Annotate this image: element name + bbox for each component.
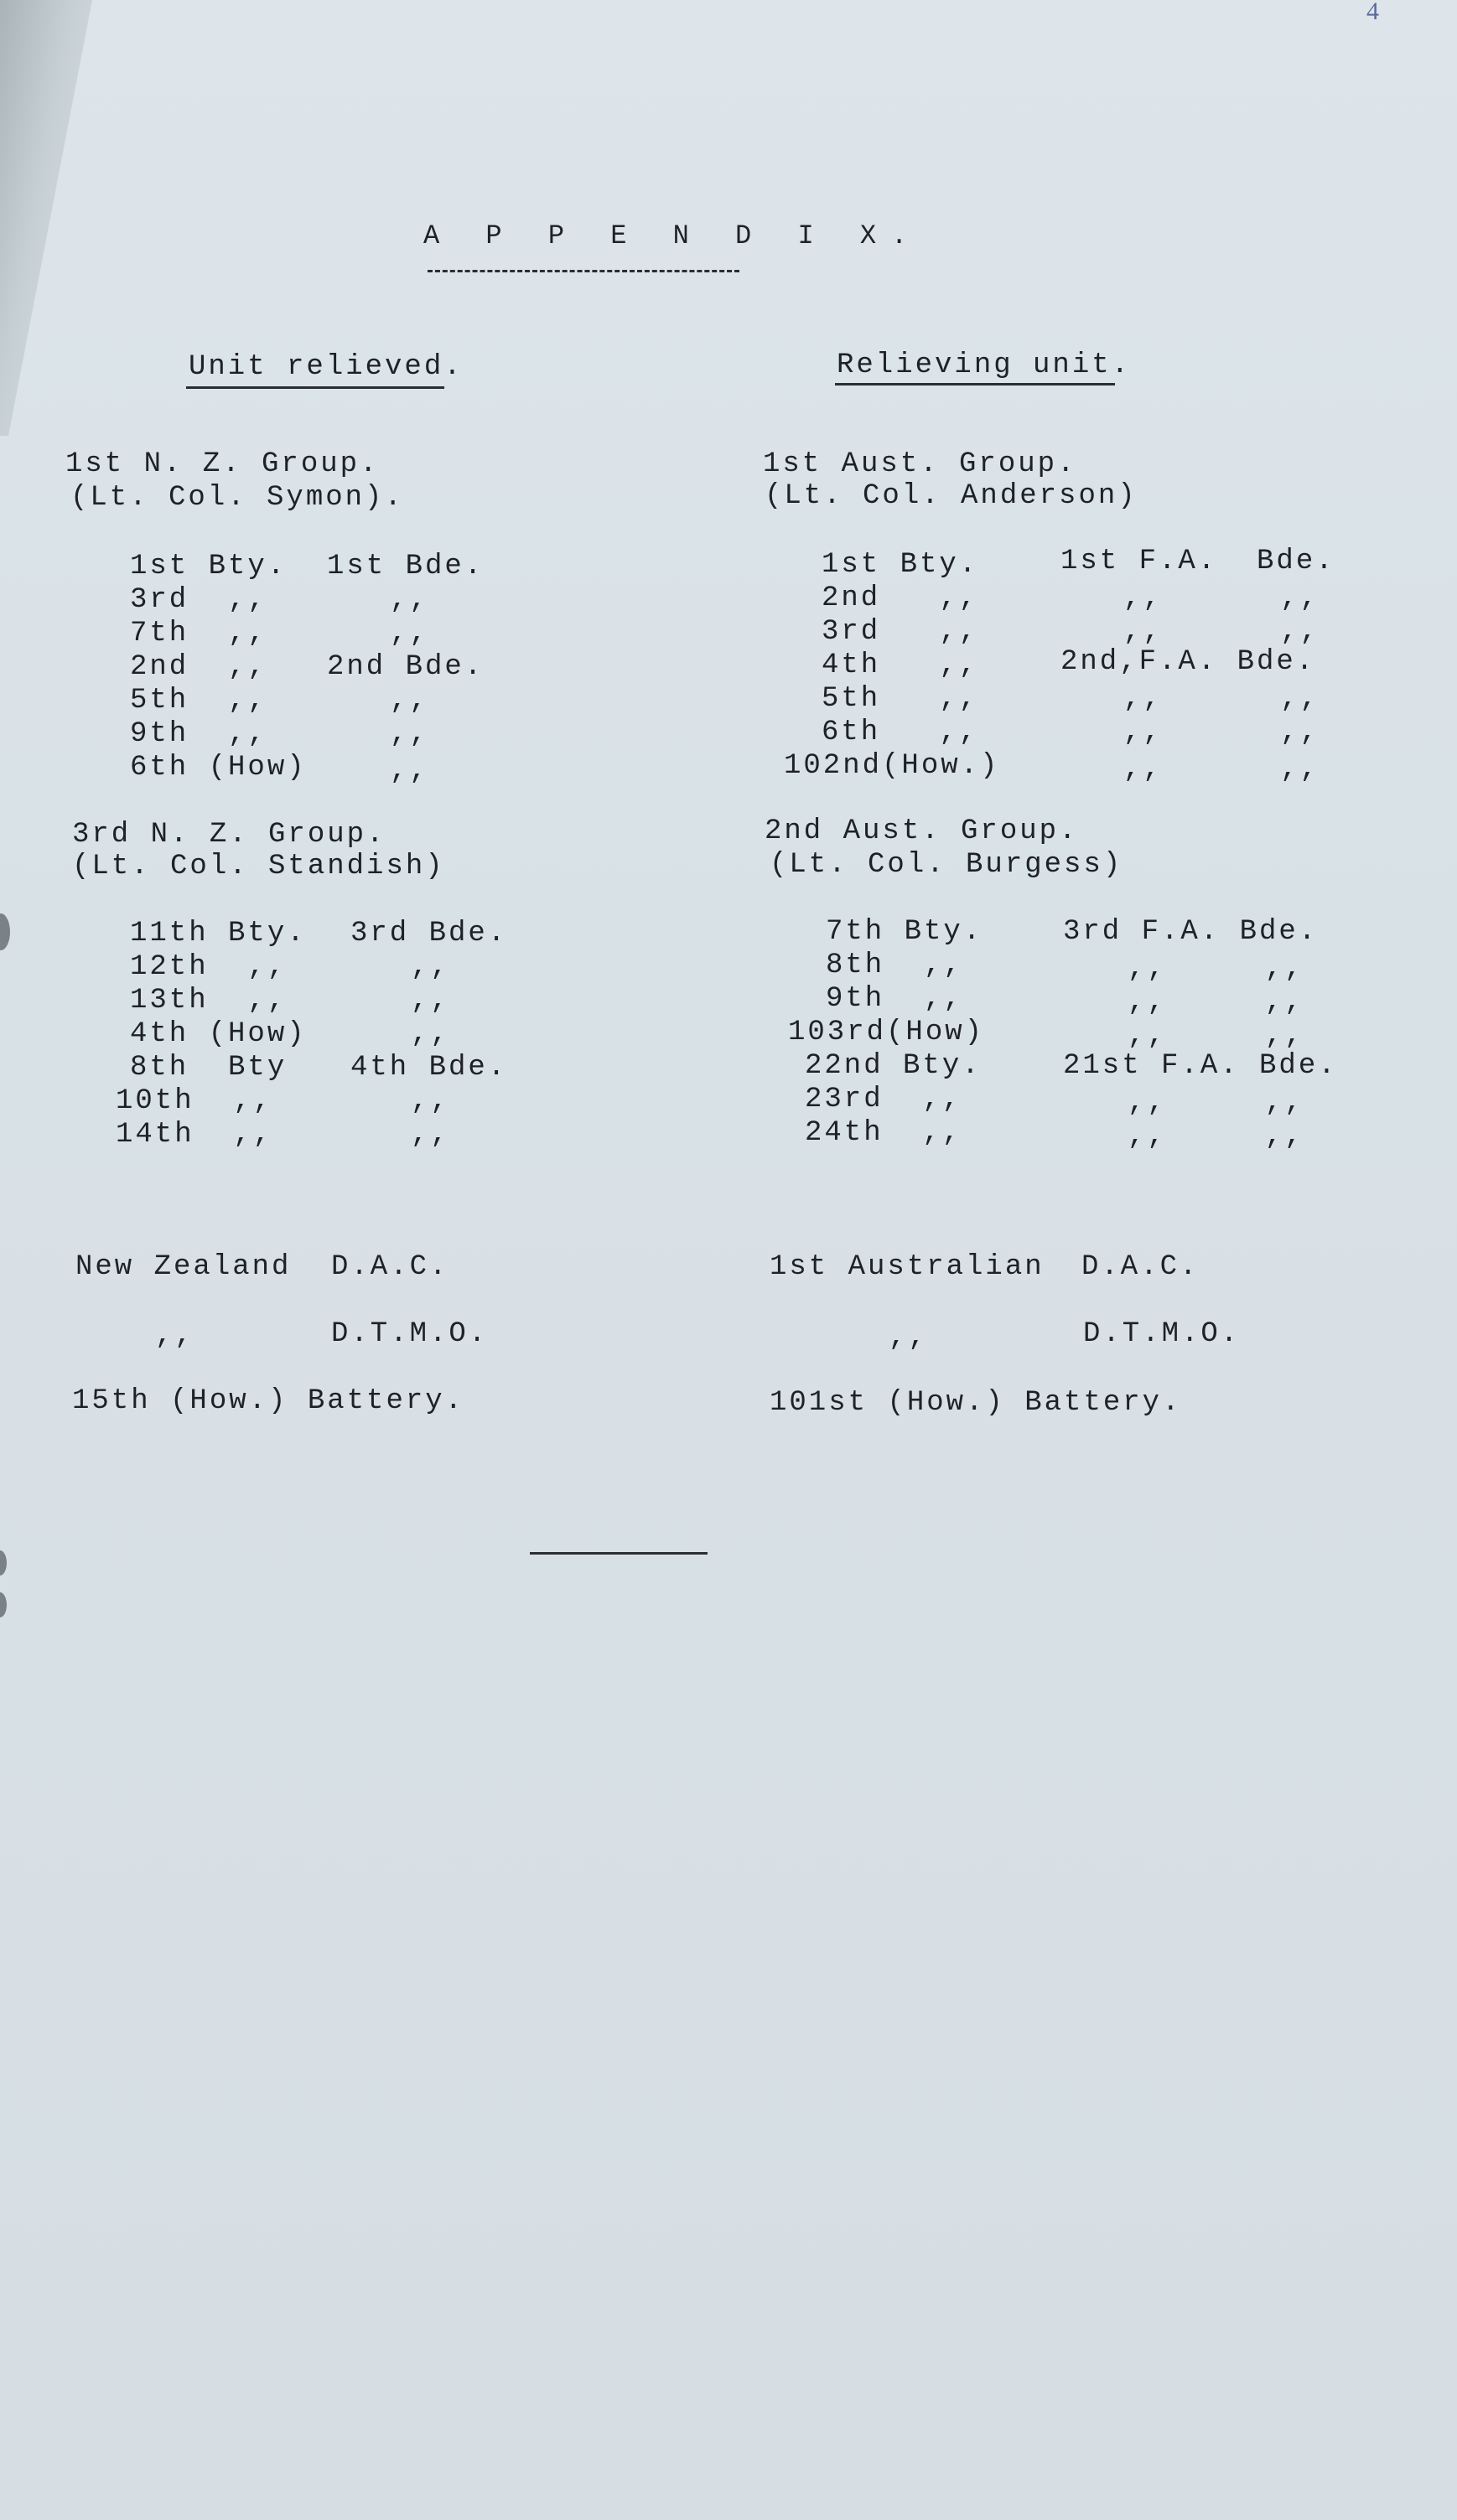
heading-underline: [835, 383, 1115, 386]
heading-unit-relieved: Unit relieved.: [189, 351, 464, 383]
row-right-unit: 102nd(How.): [784, 750, 1000, 782]
row-left-unit: 2nd ,,: [130, 651, 267, 683]
heading-relieving-unit: Relieving unit.: [837, 349, 1132, 381]
misc-right-name: 1st Australian: [770, 1251, 1045, 1283]
row-right-unit: 22nd Bty.: [805, 1050, 982, 1082]
row-right-brigade: 21st F.A. Bde.: [1063, 1050, 1338, 1082]
row-left-unit: 7th ,,: [130, 618, 267, 649]
row-left-unit: 12th ,,: [130, 951, 288, 983]
row-left-brigade: ,,: [411, 1119, 450, 1151]
misc-left-name: 15th (How.) Battery.: [72, 1385, 465, 1417]
row-left-unit: 5th ,,: [130, 685, 267, 717]
group-name-left: 3rd N. Z. Group.: [72, 819, 386, 851]
row-right-unit: 8th ,,: [826, 950, 963, 981]
row-right-unit: 2nd ,,: [822, 582, 979, 614]
row-right-brigade: ,, ,,: [1128, 1120, 1304, 1152]
row-right-unit: 4th ,,: [822, 649, 979, 681]
row-right-brigade: ,, ,,: [1123, 753, 1320, 785]
row-left-brigade: ,,: [411, 1085, 450, 1117]
row-left-brigade: ,,: [411, 951, 450, 983]
misc-left-unit: D.T.M.O.: [331, 1318, 489, 1350]
group-commander-right: (Lt. Col. Burgess): [770, 849, 1123, 881]
row-right-brigade: ,, ,,: [1128, 1087, 1304, 1119]
row-right-brigade: 2nd,F.A. Bde.: [1060, 646, 1316, 678]
row-left-brigade: ,,: [390, 718, 429, 750]
misc-left-name: New Zealand: [75, 1251, 292, 1283]
row-right-unit: 23rd ,,: [805, 1084, 962, 1115]
closing-rule: [530, 1552, 708, 1555]
row-right-brigade: 3rd F.A. Bde.: [1063, 916, 1319, 948]
group-name-right: 2nd Aust. Group.: [765, 815, 1079, 847]
page-title: A P P E N D I X.: [423, 220, 923, 251]
row-left-unit: 6th (How): [130, 752, 307, 784]
row-left-unit: 1st Bty.: [130, 551, 288, 582]
row-right-brigade: 1st F.A. Bde.: [1060, 546, 1335, 577]
row-left-brigade: ,,: [390, 618, 429, 649]
row-right-brigade: ,, ,,: [1123, 717, 1320, 748]
punch-hole: [0, 913, 10, 950]
misc-right-unit: D.A.C.: [1081, 1251, 1200, 1283]
row-right-brigade: ,, ,,: [1128, 1020, 1304, 1052]
title-underline: [428, 270, 739, 272]
group-name-left: 1st N. Z. Group.: [65, 448, 380, 480]
row-right-brigade: ,, ,,: [1128, 953, 1304, 985]
page-number: 4: [1366, 0, 1379, 25]
group-commander-left: (Lt. Col. Standish): [72, 851, 445, 882]
row-right-unit: 9th ,,: [826, 983, 963, 1015]
row-left-brigade: ,,: [411, 985, 450, 1017]
row-right-unit: 6th ,,: [822, 717, 979, 748]
row-left-brigade: 1st Bde.: [327, 551, 485, 582]
row-left-brigade: 4th Bde.: [350, 1052, 508, 1084]
misc-right-name: 101st (How.) Battery.: [770, 1387, 1182, 1419]
row-left-brigade: ,,: [390, 584, 429, 616]
group-name-right: 1st Aust. Group.: [763, 448, 1077, 480]
row-left-unit: 9th ,,: [130, 718, 267, 750]
row-left-unit: 14th ,,: [116, 1119, 273, 1151]
row-left-brigade: ,,: [390, 755, 429, 787]
row-left-unit: 4th (How): [130, 1018, 307, 1050]
row-right-unit: 103rd(How): [788, 1017, 985, 1048]
row-left-unit: 8th Bty: [130, 1052, 288, 1084]
misc-left-name: ,,: [155, 1320, 194, 1352]
row-right-brigade: ,, ,,: [1123, 582, 1320, 614]
page-edge-shadow: [0, 0, 101, 436]
row-left-unit: 13th ,,: [130, 985, 288, 1017]
row-left-brigade: 3rd Bde.: [350, 918, 508, 950]
row-right-brigade: ,, ,,: [1123, 616, 1320, 648]
row-left-brigade: 2nd Bde.: [327, 651, 485, 683]
row-left-brigade: ,,: [411, 1018, 450, 1050]
group-commander-right: (Lt. Col. Anderson): [765, 480, 1138, 512]
heading-underline: [186, 386, 444, 389]
row-right-unit: 1st Bty.: [822, 549, 979, 581]
row-left-unit: 10th ,,: [116, 1085, 273, 1117]
row-left-unit: 11th Bty.: [130, 918, 307, 950]
row-right-brigade: ,, ,,: [1128, 986, 1304, 1018]
row-right-unit: 7th Bty.: [826, 916, 983, 948]
punch-hole: [0, 1592, 7, 1617]
misc-right-unit: D.T.M.O.: [1083, 1318, 1241, 1350]
punch-hole: [0, 1550, 7, 1576]
row-right-unit: 5th ,,: [822, 683, 979, 715]
misc-right-name: ,,: [889, 1322, 928, 1353]
row-right-unit: 24th ,,: [805, 1117, 962, 1149]
row-left-unit: 3rd ,,: [130, 584, 267, 616]
row-left-brigade: ,,: [390, 685, 429, 717]
row-right-brigade: ,, ,,: [1123, 683, 1320, 715]
row-right-unit: 3rd ,,: [822, 616, 979, 648]
group-commander-left: (Lt. Col. Symon).: [70, 482, 404, 514]
misc-left-unit: D.A.C.: [331, 1251, 449, 1283]
